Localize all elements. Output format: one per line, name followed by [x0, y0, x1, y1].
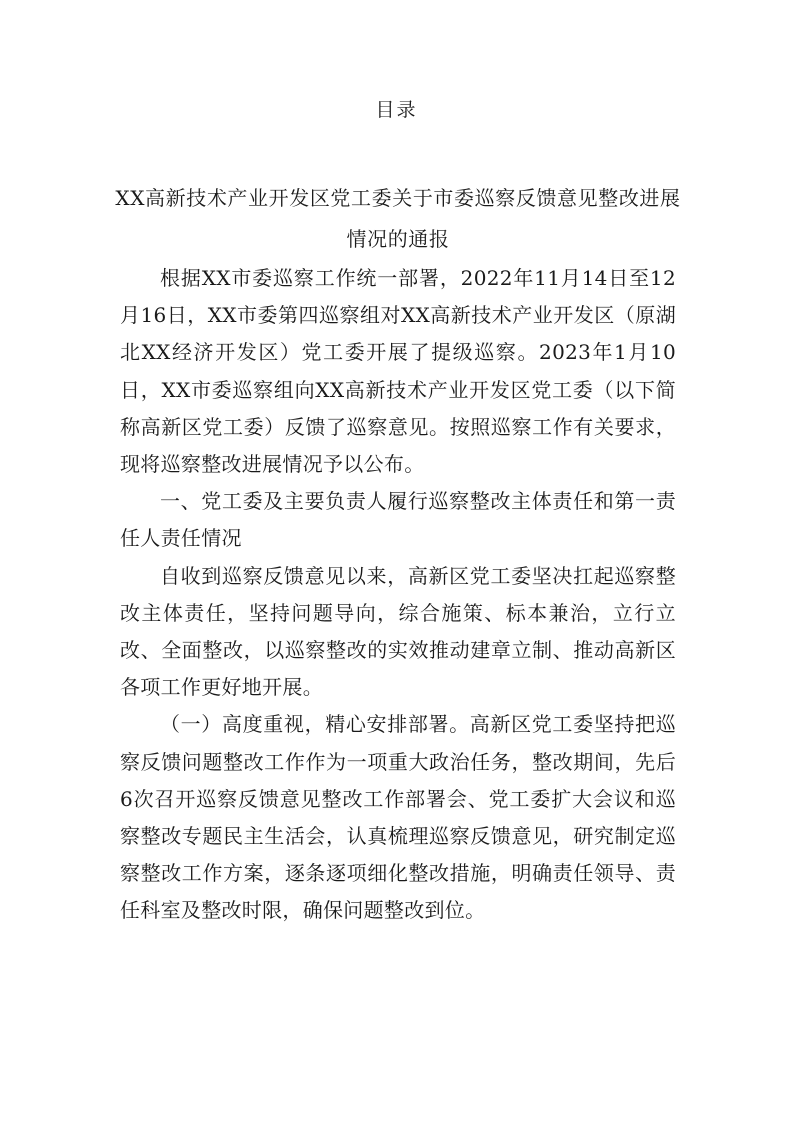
section-heading-1: 一、党工委及主要负责人履行巡察整改主体责任和第一责任人责任情况: [120, 489, 676, 551]
document-body: [120, 260, 676, 930]
paragraph-intro: 根据XX市委巡察工作统一部署，2022年11月14日至12月16日，XX市委第四巡察组对XX高新技术产业开发区（原湖北XX经济开发区）党工委开展了提级巡察。2023年1月10日，XX市委巡察组向XX高新技术产业开发区党工委（以下简称高新区党工委）反馈了巡察意见。按照巡察工作有关要求，现将巡察整改进展情况予以公布。: [120, 266, 676, 477]
paragraph-subsection-1: （一）高度重视，精心安排部署。高新区党工委坚持把巡察反馈问题整改工作作为一项重大政治任务，整改期间，先后6次召开巡察反馈意见整改工作部署会、党工委扩大会议和巡察整改专题民主生活会，认真梳理巡察反馈意见，研究制定巡察整改工作方案，逐条逐项细化整改措施，明确责任领导、责任科室及整改时限，确保问题整改到位。: [120, 712, 676, 923]
document-title: XX高新技术产业开发区党工委关于市委巡察反馈意见整改进展情况的通报: [115, 186, 681, 251]
toc-heading: 目录: [375, 99, 418, 121]
paragraph-responsibility: 自收到巡察反馈意见以来，高新区党工委坚决扛起巡察整改主体责任，坚持问题导向，综合施策、标本兼治，立行立改、全面整改，以巡察整改的实效推动建章立制、推动高新区各项工作更好地开展。: [120, 563, 676, 700]
